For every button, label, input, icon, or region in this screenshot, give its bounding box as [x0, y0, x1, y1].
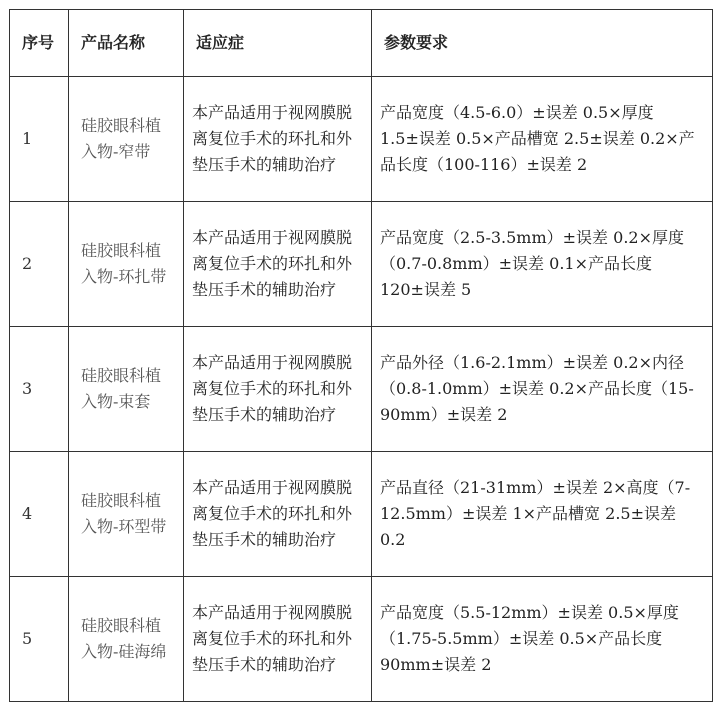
header-product-name: 产品名称 [69, 10, 184, 77]
cell-product-name: 硅胶眼科植入物-硅海绵 [69, 577, 184, 702]
cell-product-name: 硅胶眼科植入物-束套 [69, 327, 184, 452]
table-row [10, 77, 713, 202]
cell-indication: 本产品适用于视网膜脱离复位手术的环扎和外垫压手术的辅助治疗 [184, 77, 372, 202]
cell-product-name: 硅胶眼科植入物-环扎带 [69, 202, 184, 327]
cell-parameter-requirements: 产品外径（1.6-2.1mm）±误差 0.2×内径（0.8-1.0mm）±误差 0.2×产品长度（15-90mm）±误差 2 [372, 327, 713, 452]
header-serial-number: 序号 [10, 10, 69, 77]
header-indication: 适应症 [184, 10, 372, 77]
cell-product-name: 硅胶眼科植入物-窄带 [69, 77, 184, 202]
cell-parameter-requirements: 产品宽度（4.5-6.0）±误差 0.5×厚度 1.5±误差 0.5×产品槽宽 2.5±误差 0.2×产品长度（100-116）±误差 2 [372, 77, 713, 202]
header-parameter-requirements: 参数要求 [372, 10, 713, 77]
table-row [10, 577, 713, 702]
cell-serial-number: 3 [10, 327, 69, 452]
cell-parameter-requirements: 产品直径（21-31mm）±误差 2×高度（7-12.5mm）±误差 1×产品槽宽 2.5±误差 0.2 [372, 452, 713, 577]
cell-indication: 本产品适用于视网膜脱离复位手术的环扎和外垫压手术的辅助治疗 [184, 577, 372, 702]
table-header-row [10, 10, 713, 77]
cell-serial-number: 5 [10, 577, 69, 702]
table-row [10, 202, 713, 327]
cell-indication: 本产品适用于视网膜脱离复位手术的环扎和外垫压手术的辅助治疗 [184, 452, 372, 577]
table-row [10, 452, 713, 577]
cell-serial-number: 1 [10, 77, 69, 202]
cell-product-name: 硅胶眼科植入物-环型带 [69, 452, 184, 577]
cell-serial-number: 4 [10, 452, 69, 577]
cell-parameter-requirements: 产品宽度（5.5-12mm）±误差 0.5×厚度（1.75-5.5mm）±误差 0.5×产品长度 90mm±误差 2 [372, 577, 713, 702]
cell-parameter-requirements: 产品宽度（2.5-3.5mm）±误差 0.2×厚度（0.7-0.8mm）±误差 0.1×产品长度 120±误差 5 [372, 202, 713, 327]
cell-serial-number: 2 [10, 202, 69, 327]
table-row [10, 327, 713, 452]
cell-indication: 本产品适用于视网膜脱离复位手术的环扎和外垫压手术的辅助治疗 [184, 327, 372, 452]
cell-indication: 本产品适用于视网膜脱离复位手术的环扎和外垫压手术的辅助治疗 [184, 202, 372, 327]
product-parameter-table [9, 9, 713, 702]
